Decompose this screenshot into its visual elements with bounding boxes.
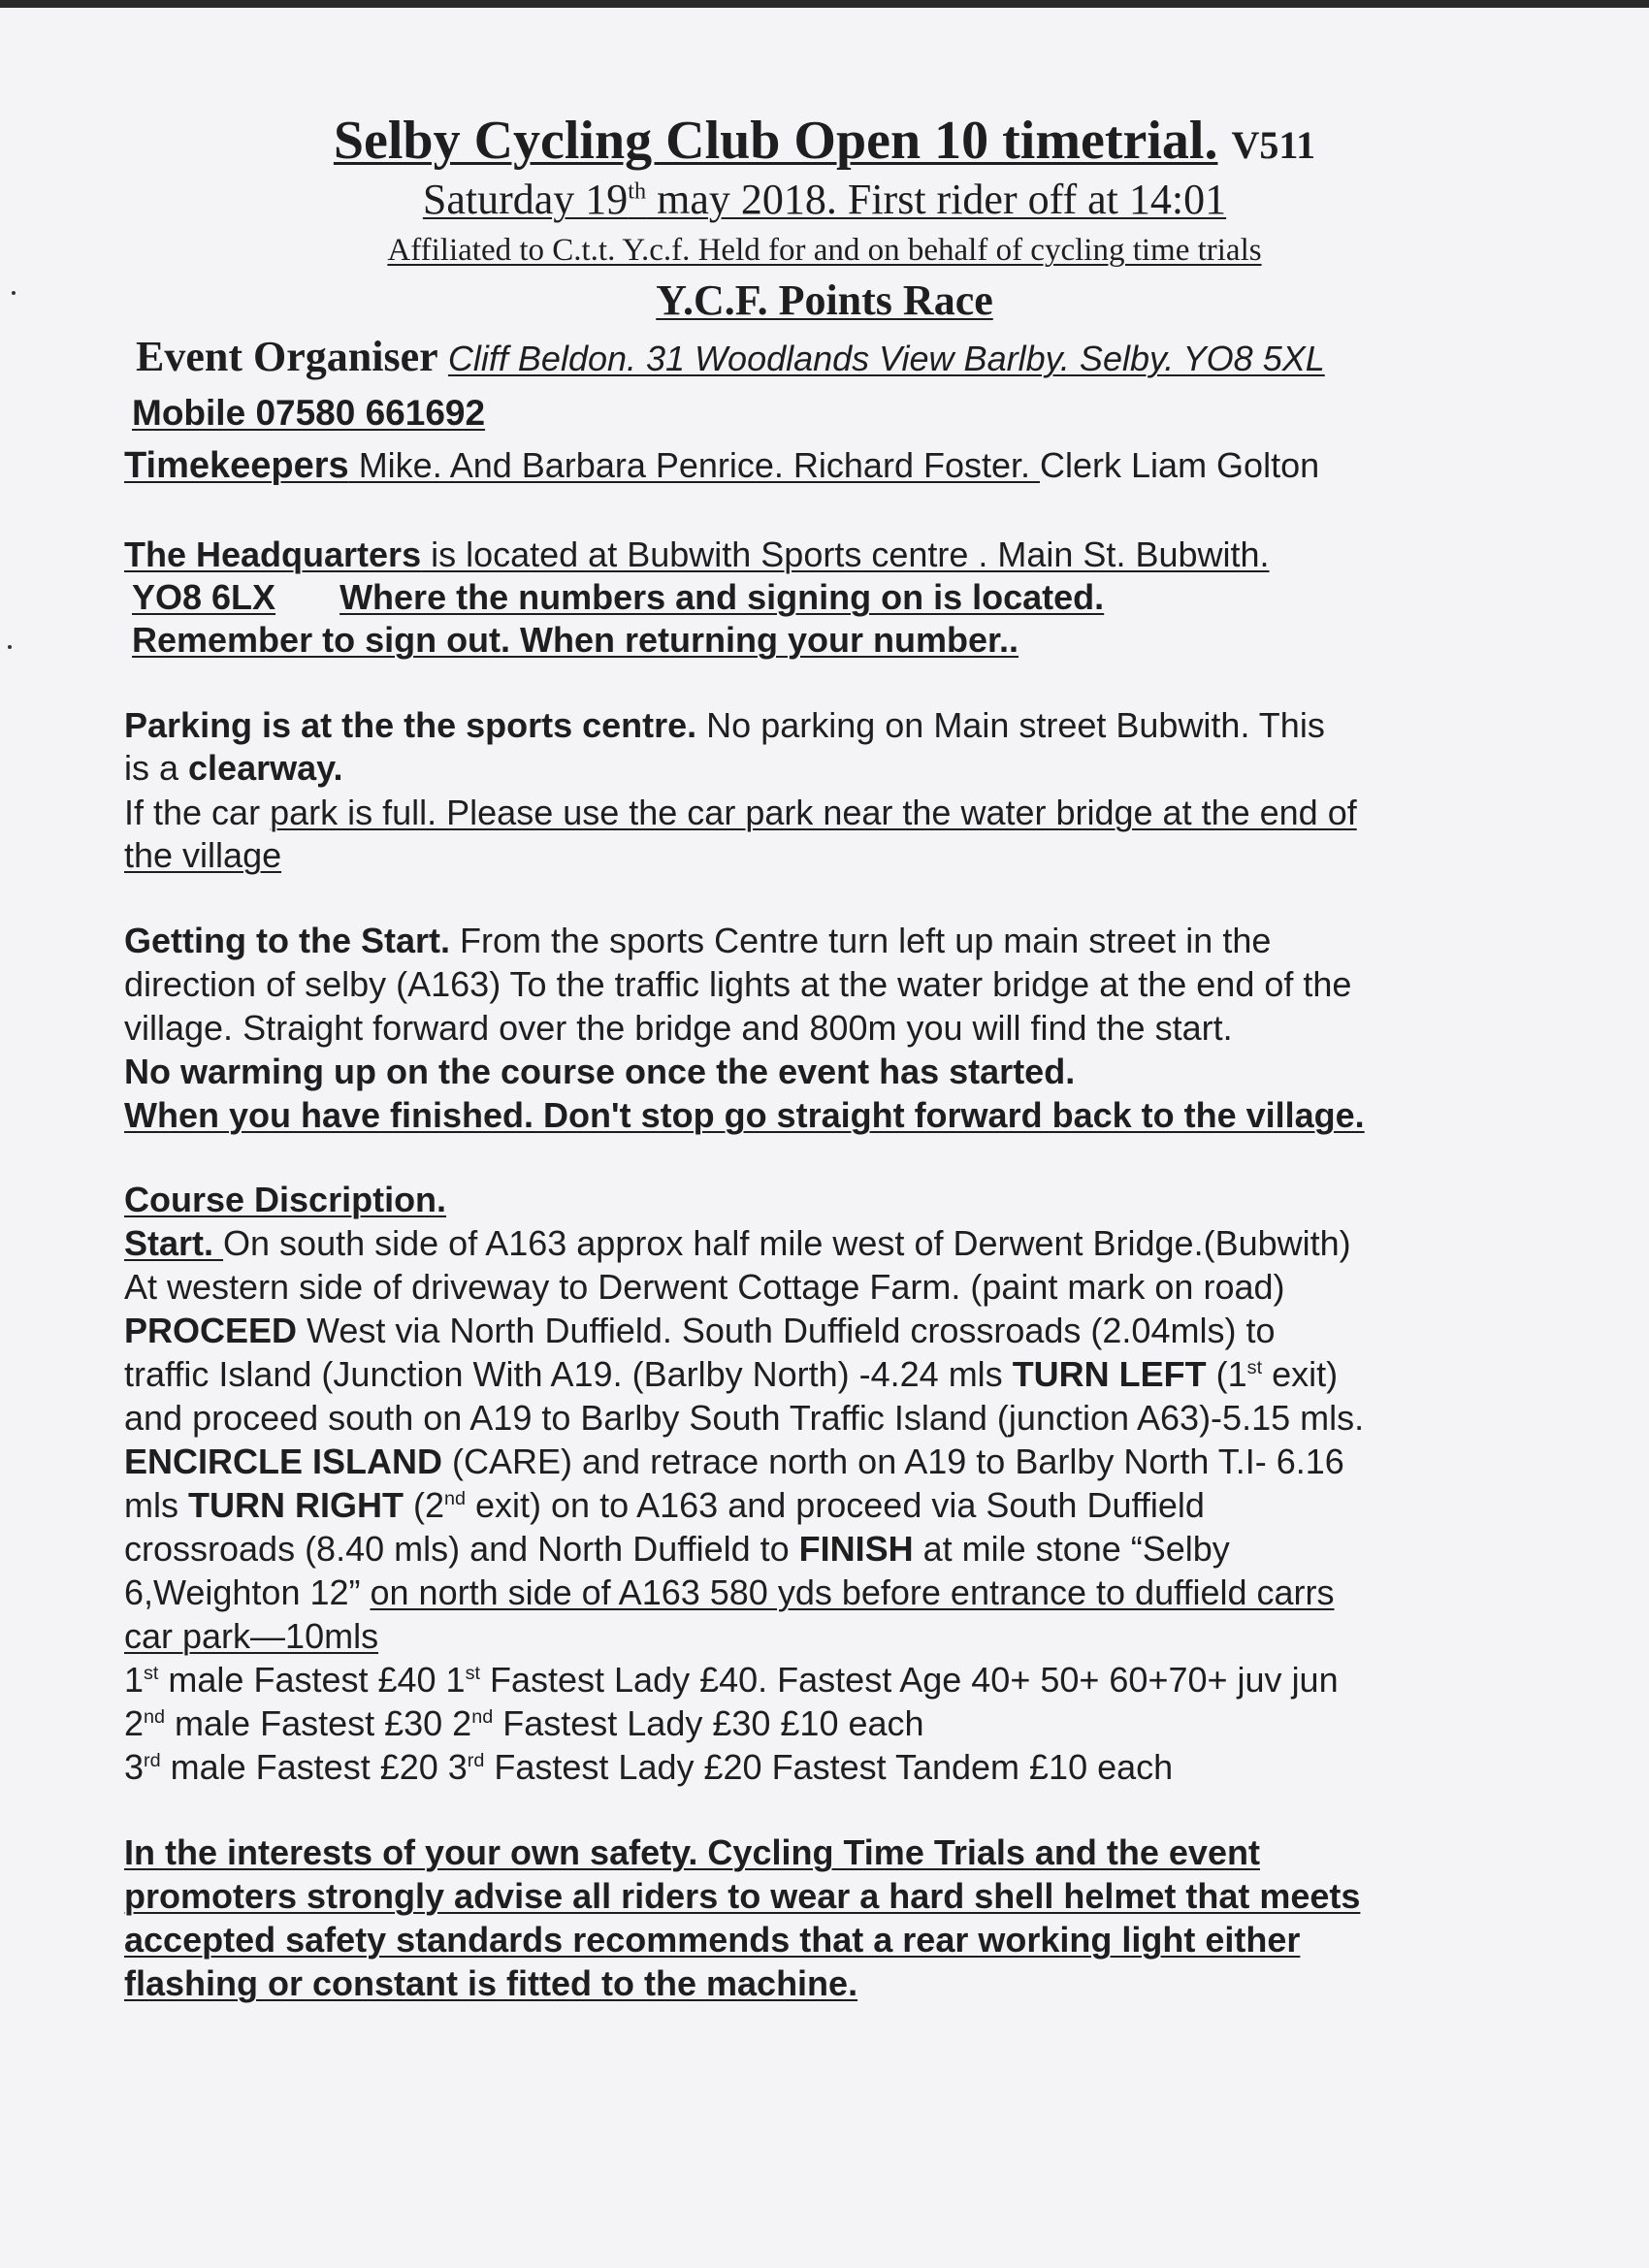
course-line-4 <box>124 1353 1338 1396</box>
course-line-8 <box>124 1528 1230 1571</box>
course-text-8a: crossroads (8.40 mls) and North Duffield to <box>124 1529 799 1569</box>
signing-on-line <box>132 576 1104 619</box>
timekeepers-line <box>124 444 1319 487</box>
safety-line-2: promoters strongly advise all riders to wear a hard shell helmet that meets <box>124 1876 1361 1916</box>
course-text-4: traffic Island (Junction With A19. (Barlby North) -4.24 mls <box>124 1354 1013 1394</box>
finish-instruction: FINISH <box>798 1529 914 1569</box>
ordinal-suffix: rd <box>467 1750 485 1771</box>
finish-warning: When you have finished. Don't stop go straight forward back to the village. <box>124 1095 1365 1135</box>
ordinal-suffix: rd <box>144 1750 161 1771</box>
course-text-7c: exit) on to A163 and proceed via South Duffield <box>466 1485 1205 1525</box>
course-line-9 <box>124 1571 1335 1614</box>
course-text-3: West via North Duffield. South Duffield crossroads (2.04mls) to <box>297 1311 1276 1350</box>
course-text-1: On south side of A163 approx half mile west of Derwent Bridge.(Bubwith) <box>223 1223 1351 1263</box>
safety-line-3: accepted safety standards recommends that a rear working light either <box>124 1920 1301 1960</box>
date-line <box>0 175 1649 225</box>
prize-rank: 3 <box>124 1747 145 1787</box>
headquarters-postcode: YO8 6LX <box>132 577 276 617</box>
prize-text: Fastest Lady £30 £10 each <box>493 1703 924 1743</box>
ordinal-suffix: st <box>144 1663 159 1684</box>
course-line-1 <box>124 1222 1351 1265</box>
parking-heading: Parking is at the the sports centre. <box>124 705 697 745</box>
points-race-heading: Y.C.F. Points Race <box>656 276 993 324</box>
date-suffix: th <box>628 178 647 205</box>
signing-on-note: Where the numbers and signing on is located. <box>340 577 1105 617</box>
prize-row-2 <box>124 1702 924 1745</box>
clearway-text: clearway. <box>188 748 343 788</box>
course-line-6 <box>124 1441 1344 1483</box>
affiliation: Affiliated to C.t.t. Y.c.f. Held for and on behalf of cycling time trials <box>387 233 1262 268</box>
alternative-parking-text: park is full. Please use the car park near the water bridge at the end of <box>270 793 1357 832</box>
parking-text-2: is a <box>124 748 189 788</box>
no-warming-up-warning: No warming up on the course once the event has started. <box>124 1052 1076 1091</box>
timekeepers-label: Timekeepers <box>124 445 349 486</box>
proceed-instruction: PROCEED <box>124 1311 298 1350</box>
safety-line-4: flashing or constant is fitted to the machine. <box>124 1963 858 2003</box>
ordinal-suffix: nd <box>471 1706 494 1728</box>
parking-village: the village <box>124 835 282 875</box>
course-text-7a: mls <box>124 1485 188 1525</box>
course-text-7b: (2 <box>403 1485 444 1525</box>
course-line-7 <box>124 1484 1205 1527</box>
parking-text: No parking on Main street Bubwith. This <box>696 705 1325 745</box>
getting-to-start-heading: Getting to the Start. <box>124 921 450 960</box>
page-title: Selby Cycling Club Open 10 timetrial. <box>333 111 1218 171</box>
ordinal-suffix: nd <box>144 1706 166 1728</box>
course-line-10: car park—10mls <box>124 1616 379 1656</box>
parking-line-2 <box>124 747 342 790</box>
organiser-label: Event Organiser <box>136 333 438 380</box>
clerk-name: Clerk Liam Golton <box>1040 445 1320 485</box>
safety-line-1: In the interests of your own safety. Cycling Time Trials and the event <box>124 1832 1260 1872</box>
prize-row-3 <box>124 1746 1173 1789</box>
sign-out-note: Remember to sign out. When returning your number.. <box>132 620 1019 660</box>
organiser-line <box>136 330 1325 386</box>
organiser-mobile: Mobile 07580 661692 <box>132 393 486 433</box>
organiser-address: Cliff Beldon. 31 Woodlands View Barlby. Selby. YO8 5XL <box>447 339 1325 378</box>
start-time-text: may 2018. First rider off at 14:01 <box>646 176 1227 223</box>
turn-left-instruction: TURN LEFT <box>1012 1354 1207 1394</box>
ordinal-suffix: st <box>1246 1357 1263 1378</box>
course-text-4c: exit) <box>1262 1354 1339 1394</box>
parking-line-3 <box>124 792 1357 834</box>
course-text-6: (CARE) and retrace north on A19 to Barlby North T.I- 6.16 <box>442 1442 1344 1481</box>
parking-full-text: If the car <box>124 793 271 832</box>
date-text: Saturday 19 <box>422 176 629 223</box>
parking-line-1 <box>124 704 1325 747</box>
headquarters-label: The Headquarters <box>124 535 422 574</box>
course-start-label: Start. <box>124 1223 224 1263</box>
title-line <box>0 109 1649 178</box>
prize-rank: 2 <box>124 1703 145 1743</box>
prize-text: male Fastest £40 1 <box>158 1660 466 1700</box>
prize-text: male Fastest £30 2 <box>165 1703 472 1743</box>
start-directions-1 <box>124 920 1271 962</box>
course-text-8b: at mile stone “Selby <box>913 1529 1230 1569</box>
headquarters-location: is located at Bubwith Sports centre . Main St. Bubwith. <box>421 535 1270 574</box>
headquarters-line <box>124 534 1270 576</box>
start-directions-2: direction of selby (A163) To the traffic lights at the water bridge at the end of the <box>124 964 1352 1004</box>
prize-row-1 <box>124 1659 1339 1701</box>
prize-text: Fastest Lady £20 Fastest Tandem £10 each <box>484 1747 1174 1787</box>
course-line-2: At western side of driveway to Derwent Cottage Farm. (paint mark on road) <box>124 1267 1285 1307</box>
prize-rank: 1 <box>124 1660 145 1700</box>
course-text-9a: 6,Weighton 12” <box>124 1572 371 1612</box>
prize-text: Fastest Lady £40. Fastest Age 40+ 50+ 60+70+ juv jun <box>479 1660 1339 1700</box>
start-directions-3: village. Straight forward over the bridge and 800m you will find the start. <box>124 1008 1233 1048</box>
ordinal-suffix: nd <box>444 1488 467 1509</box>
ordinal-suffix: st <box>465 1663 480 1684</box>
course-line-5: and proceed south on A19 to Barlby South Traffic Island (junction A63)-5.15 mls. <box>124 1398 1365 1438</box>
prize-text: male Fastest £20 3 <box>160 1747 468 1787</box>
course-heading: Course Discription. <box>124 1180 447 1219</box>
turn-right-instruction: TURN RIGHT <box>188 1485 404 1525</box>
timekeepers-names: Mike. And Barbara Penrice. Richard Foster. <box>348 445 1041 485</box>
course-line-3 <box>124 1310 1275 1352</box>
finish-location-text: on north side of A163 580 yds before entrance to duffield carrs <box>370 1572 1335 1612</box>
start-directions-text-1: From the sports Centre turn left up main street in the <box>450 921 1272 960</box>
course-text-4b: (1 <box>1206 1354 1247 1394</box>
encircle-island-instruction: ENCIRCLE ISLAND <box>124 1442 443 1481</box>
event-code: V511 <box>1231 123 1316 167</box>
